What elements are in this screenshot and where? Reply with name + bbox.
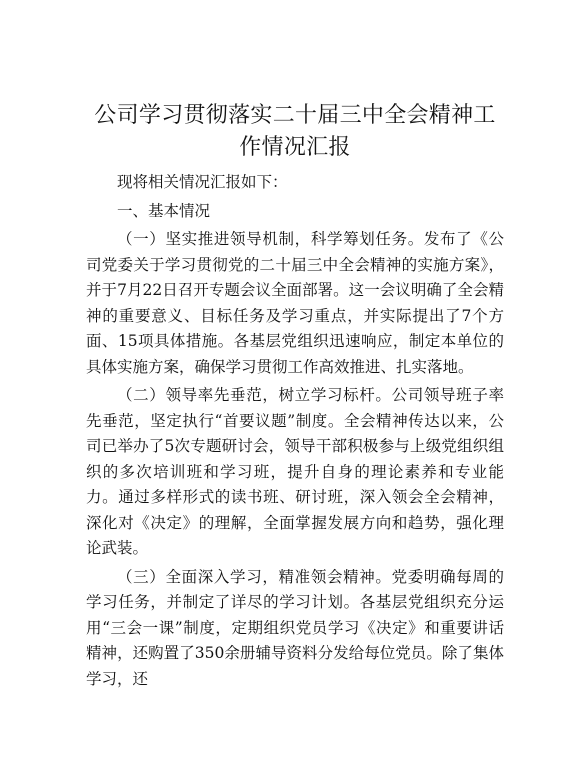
body-paragraph-3: （三）全面深入学习，精准领会精神。党委明确每周的学习任务，并制定了详尽的学习计划。各基层党组织充分运用“三会一课”制度，定期组织党员学习《决定》和重要讲话精神，还购置了350余册辅导资料分发给每位党员。除了集体学习，还: [86, 567, 504, 688]
body-paragraph-1: （一）坚实推进领导机制，科学筹划任务。发布了《公司党委关于学习贯彻党的二十届三中全会精神的实施方案》，并于7月22日召开专题会议全面部署。这一会议明确了全会精神的重要意义、目标任务及学习重点，并实际提出了7个方面、15项具体措施。各基层党组织迅速响应，制定本单位的具体实施方案，确保学习贯彻工作高效推进、扎实落地。: [86, 230, 504, 376]
document-title: 公司学习贯彻落实二十届三中全会精神工作情况汇报: [94, 103, 496, 160]
section-heading: 一、基本情况: [117, 201, 211, 220]
document-body: [86, 170, 504, 692]
body-paragraph-2: （二）领导率先垂范，树立学习标杆。公司领导班子率先垂范，坚定执行“首要议题”制度。全会精神传达以来，公司已举办了5次专题研讨会，领导干部积极参与上级党组织组织的多次培训班和学习班，提升自身的理论素养和专业能力。通过多样形式的读书班、研讨班，深入领会全会精神，深化对《决定》的理解，全面掌握发展方向和趋势，强化理论武装。: [86, 386, 504, 557]
intro-paragraph: 现将相关情况汇报如下：: [117, 173, 288, 191]
